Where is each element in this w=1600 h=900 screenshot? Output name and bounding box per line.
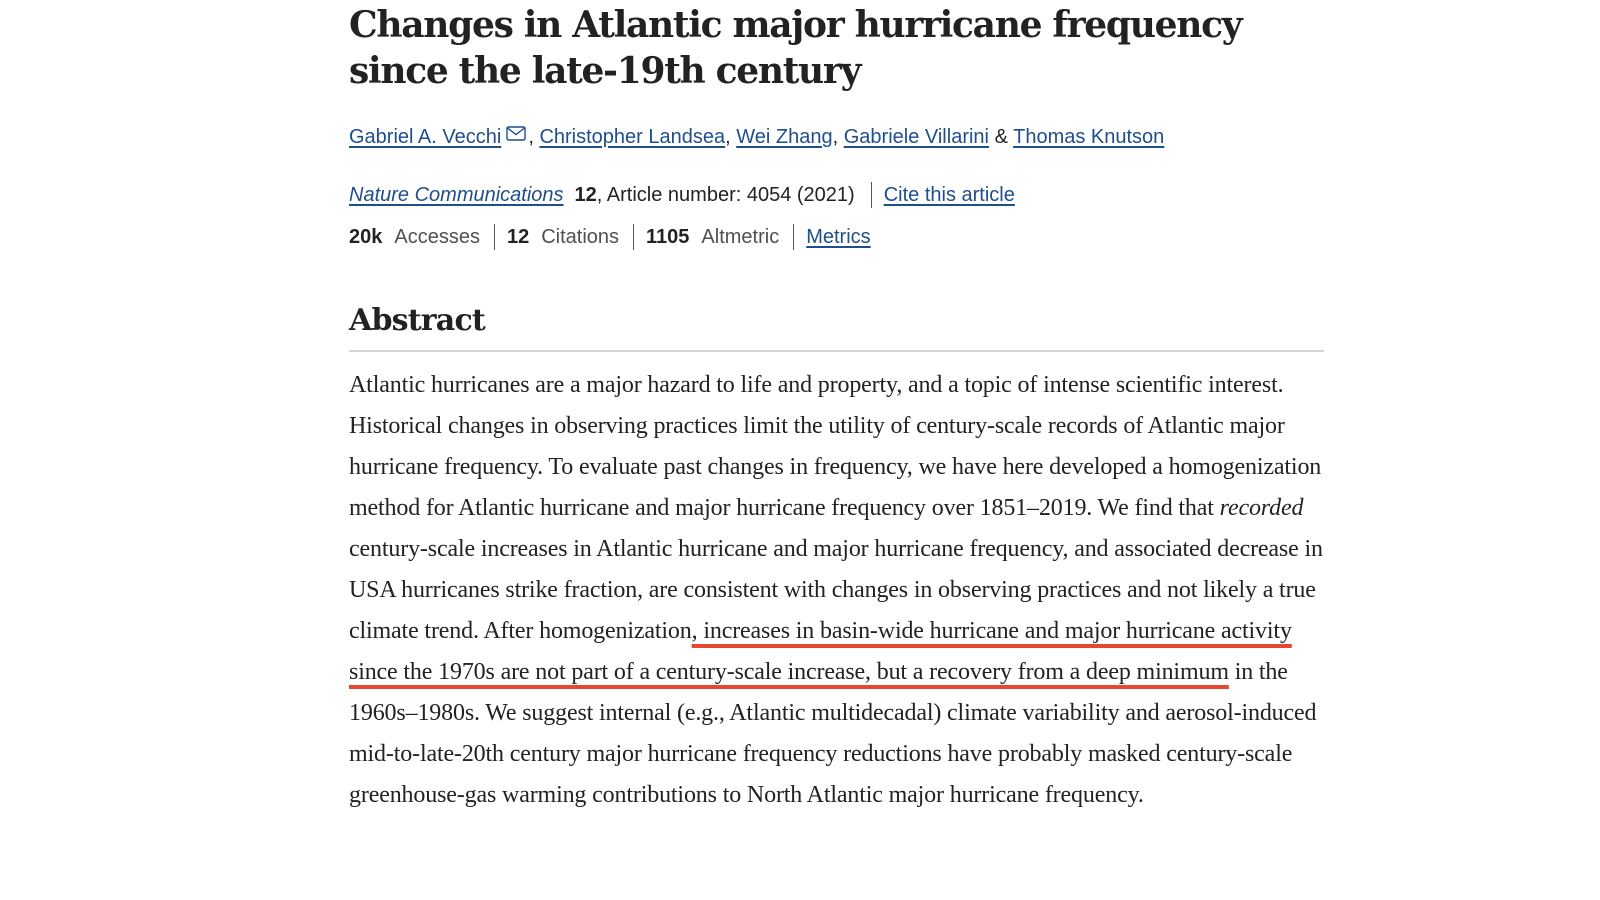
author-separator: ,	[528, 126, 534, 148]
mail-icon[interactable]	[506, 123, 526, 138]
article-title: Changes in Atlantic major hurricane frequency since the late-19th century	[349, 4, 1242, 92]
metrics-link[interactable]: Metrics	[806, 226, 871, 248]
article-number: , Article number: 4054 (2021)	[596, 184, 855, 206]
metrics-bar	[349, 224, 1324, 250]
abstract-highlighted-passage: , increases in basin-wide hurricane and major hurricane activity since the 1970s are not part of a century-scale increase, but a recovery from a deep minimum	[349, 618, 1292, 685]
abstract-text	[349, 365, 1324, 816]
divider	[871, 182, 872, 208]
author-link-vecchi[interactable]: Gabriel A. Vecchi	[349, 126, 502, 148]
author-separator-ampersand: &	[994, 126, 1008, 148]
divider	[793, 224, 794, 250]
article-container	[349, 0, 1324, 840]
abstract-emphasis: recorded	[1219, 495, 1304, 521]
author-separator: ,	[832, 126, 839, 148]
divider	[633, 224, 634, 250]
journal-info	[349, 182, 1324, 208]
accesses-label: Accesses	[394, 226, 480, 248]
author-list	[349, 123, 1324, 149]
author-link-knutson[interactable]: Thomas Knutson	[1013, 126, 1165, 148]
citations-label: Citations	[541, 226, 620, 248]
abstract-part-3: in the 1960s–1980s. We suggest internal (e.g., Atlantic multidecadal) climate variability and aerosol-induced mid-to-late-20th century major hurricane frequency reductions have probably masked century-scale greenhouse-gas warming contributions to North Atlantic major hurricane frequency.	[349, 659, 1317, 808]
abstract-heading: Abstract	[349, 302, 1324, 352]
author-separator: ,	[725, 126, 731, 148]
journal-volume: 12	[574, 184, 597, 206]
citations-count: 12	[506, 226, 530, 248]
author-link-villarini[interactable]: Gabriele Villarini	[843, 126, 989, 148]
cite-article-link[interactable]: Cite this article	[883, 184, 1015, 206]
altmetric-label: Altmetric	[701, 226, 780, 248]
divider	[494, 224, 495, 250]
altmetric-score: 1105	[646, 226, 690, 248]
abstract-part-2: century-scale increases in Atlantic hurricane and major hurricane frequency, and associated decrease in USA hurricanes strike fraction, are consistent with changes in observing practices and not likely a true climate trend. After homogenization	[349, 536, 1323, 644]
abstract-part-1: Atlantic hurricanes are a major hazard to life and property, and a topic of intense scientific interest. Historical changes in observing practices limit the utility of century-scale records of Atlantic major hurricane frequency. To evaluate past changes in frequency, we have here developed a homogenization method for Atlantic hurricane and major hurricane frequency over 1851–2019. We find that	[349, 372, 1322, 521]
author-link-landsea[interactable]: Christopher Landsea	[539, 126, 726, 148]
author-link-zhang[interactable]: Wei Zhang	[736, 126, 833, 148]
journal-link[interactable]: Nature Communications	[349, 184, 564, 206]
accesses-count: 20k	[349, 226, 383, 248]
